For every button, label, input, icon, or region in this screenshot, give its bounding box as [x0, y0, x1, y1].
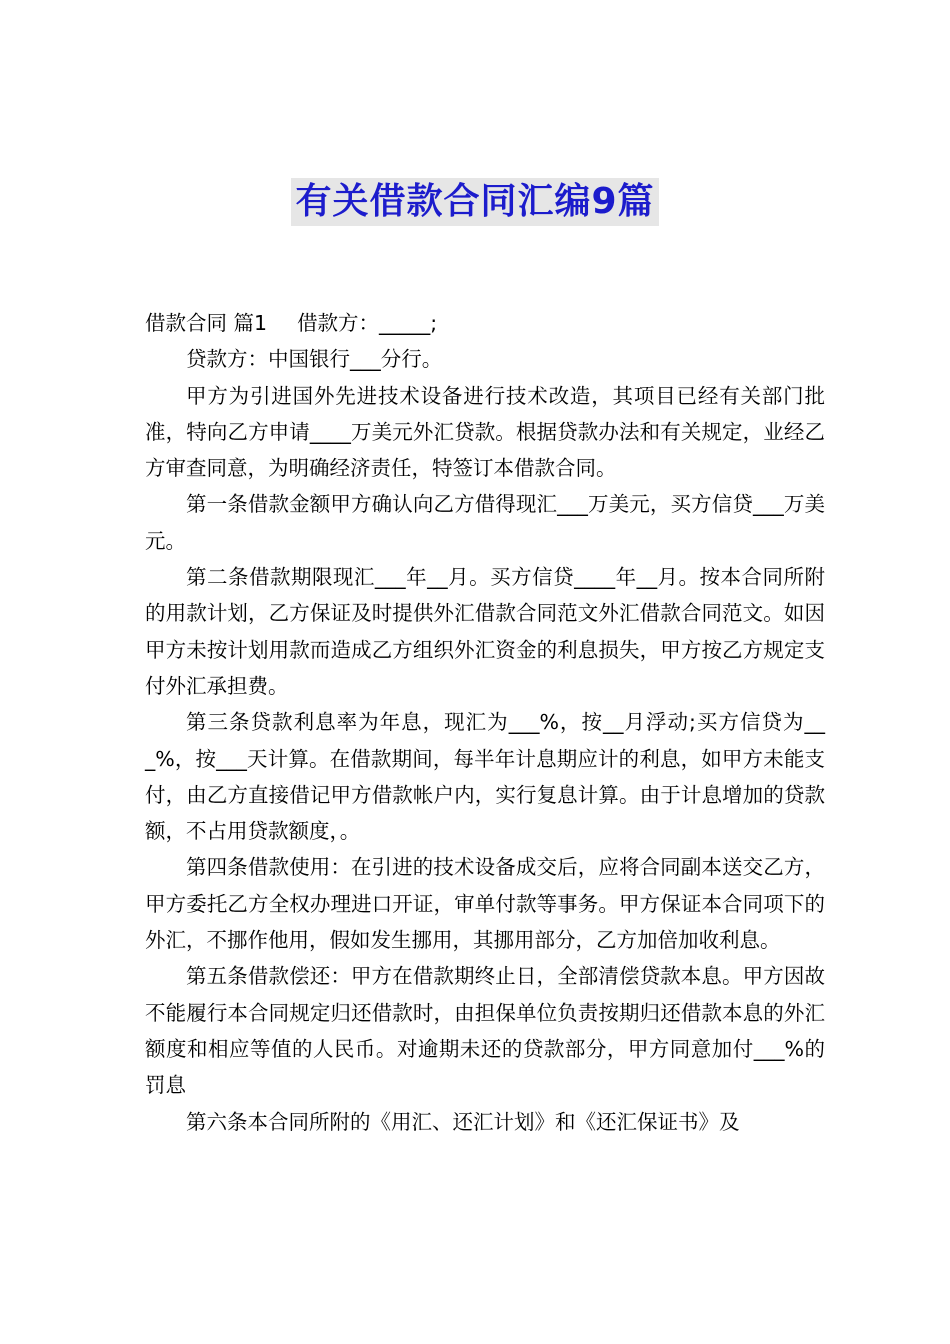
- paragraph: 贷款方：中国银行___分行。: [186, 347, 443, 372]
- section-label: 借款合同 篇1: [145, 311, 268, 335]
- document-title: 有关借款合同汇编9篇: [291, 178, 658, 226]
- paragraph: 甲方为引进国外先进技术设备进行技术改造，其项目已经有关部门批准，特向乙方申请____万美元外汇贷款。根据贷款办法和有关规定，业经乙方审查同意，为明确经济责任，特签订本借款合同。: [145, 383, 825, 481]
- paragraph: 第二条借款期限现汇___年__月。买方信贷____年__月。按本合同所附的用款计划，乙方保证及时提供外汇借款合同范文外汇借款合同范文。如因甲方未按计划用款而造成乙方组织外汇资金的利息损失，甲方按乙方规定支付外汇承担费。: [145, 565, 825, 698]
- paragraph: 第四条借款使用：在引进的技术设备成交后，应将合同副本送交乙方，甲方委托乙方全权办理进口开证，审单付款等事务。甲方保证本合同项下的外汇，不挪作他用，假如发生挪用，其挪用部分，乙方加倍加收利息。: [145, 855, 825, 953]
- paragraph: 第五条借款偿还：甲方在借款期终止日，全部清偿贷款本息。甲方因故不能履行本合同规定归还借款时，由担保单位负责按期归还借款本息的外汇额度和相应等值的人民币。对逾期未还的贷款部分，甲方同意加付___%的罚息: [145, 964, 825, 1098]
- paragraph: 第一条借款金额甲方确认向乙方借得现汇___万美元，买方信贷___万美元。: [145, 492, 825, 553]
- title-container: [0, 178, 950, 226]
- paragraph: 第六条本合同所附的《用汇、还汇计划》和《还汇保证书》及: [186, 1109, 740, 1134]
- intro-line: [145, 305, 825, 341]
- borrower-line: 借款方：_____;: [297, 311, 438, 335]
- document-body: [145, 305, 825, 1140]
- paragraph: 第三条贷款利息率为年息，现汇为___%，按__月浮动;买方信贷为___%，按___天计算。在借款期间，每半年计息期应计的利息，如甲方未能支付，由乙方直接借记甲方借款帐户内，实行复息计算。由于计息增加的贷款额，不占用贷款额度，。: [145, 710, 825, 844]
